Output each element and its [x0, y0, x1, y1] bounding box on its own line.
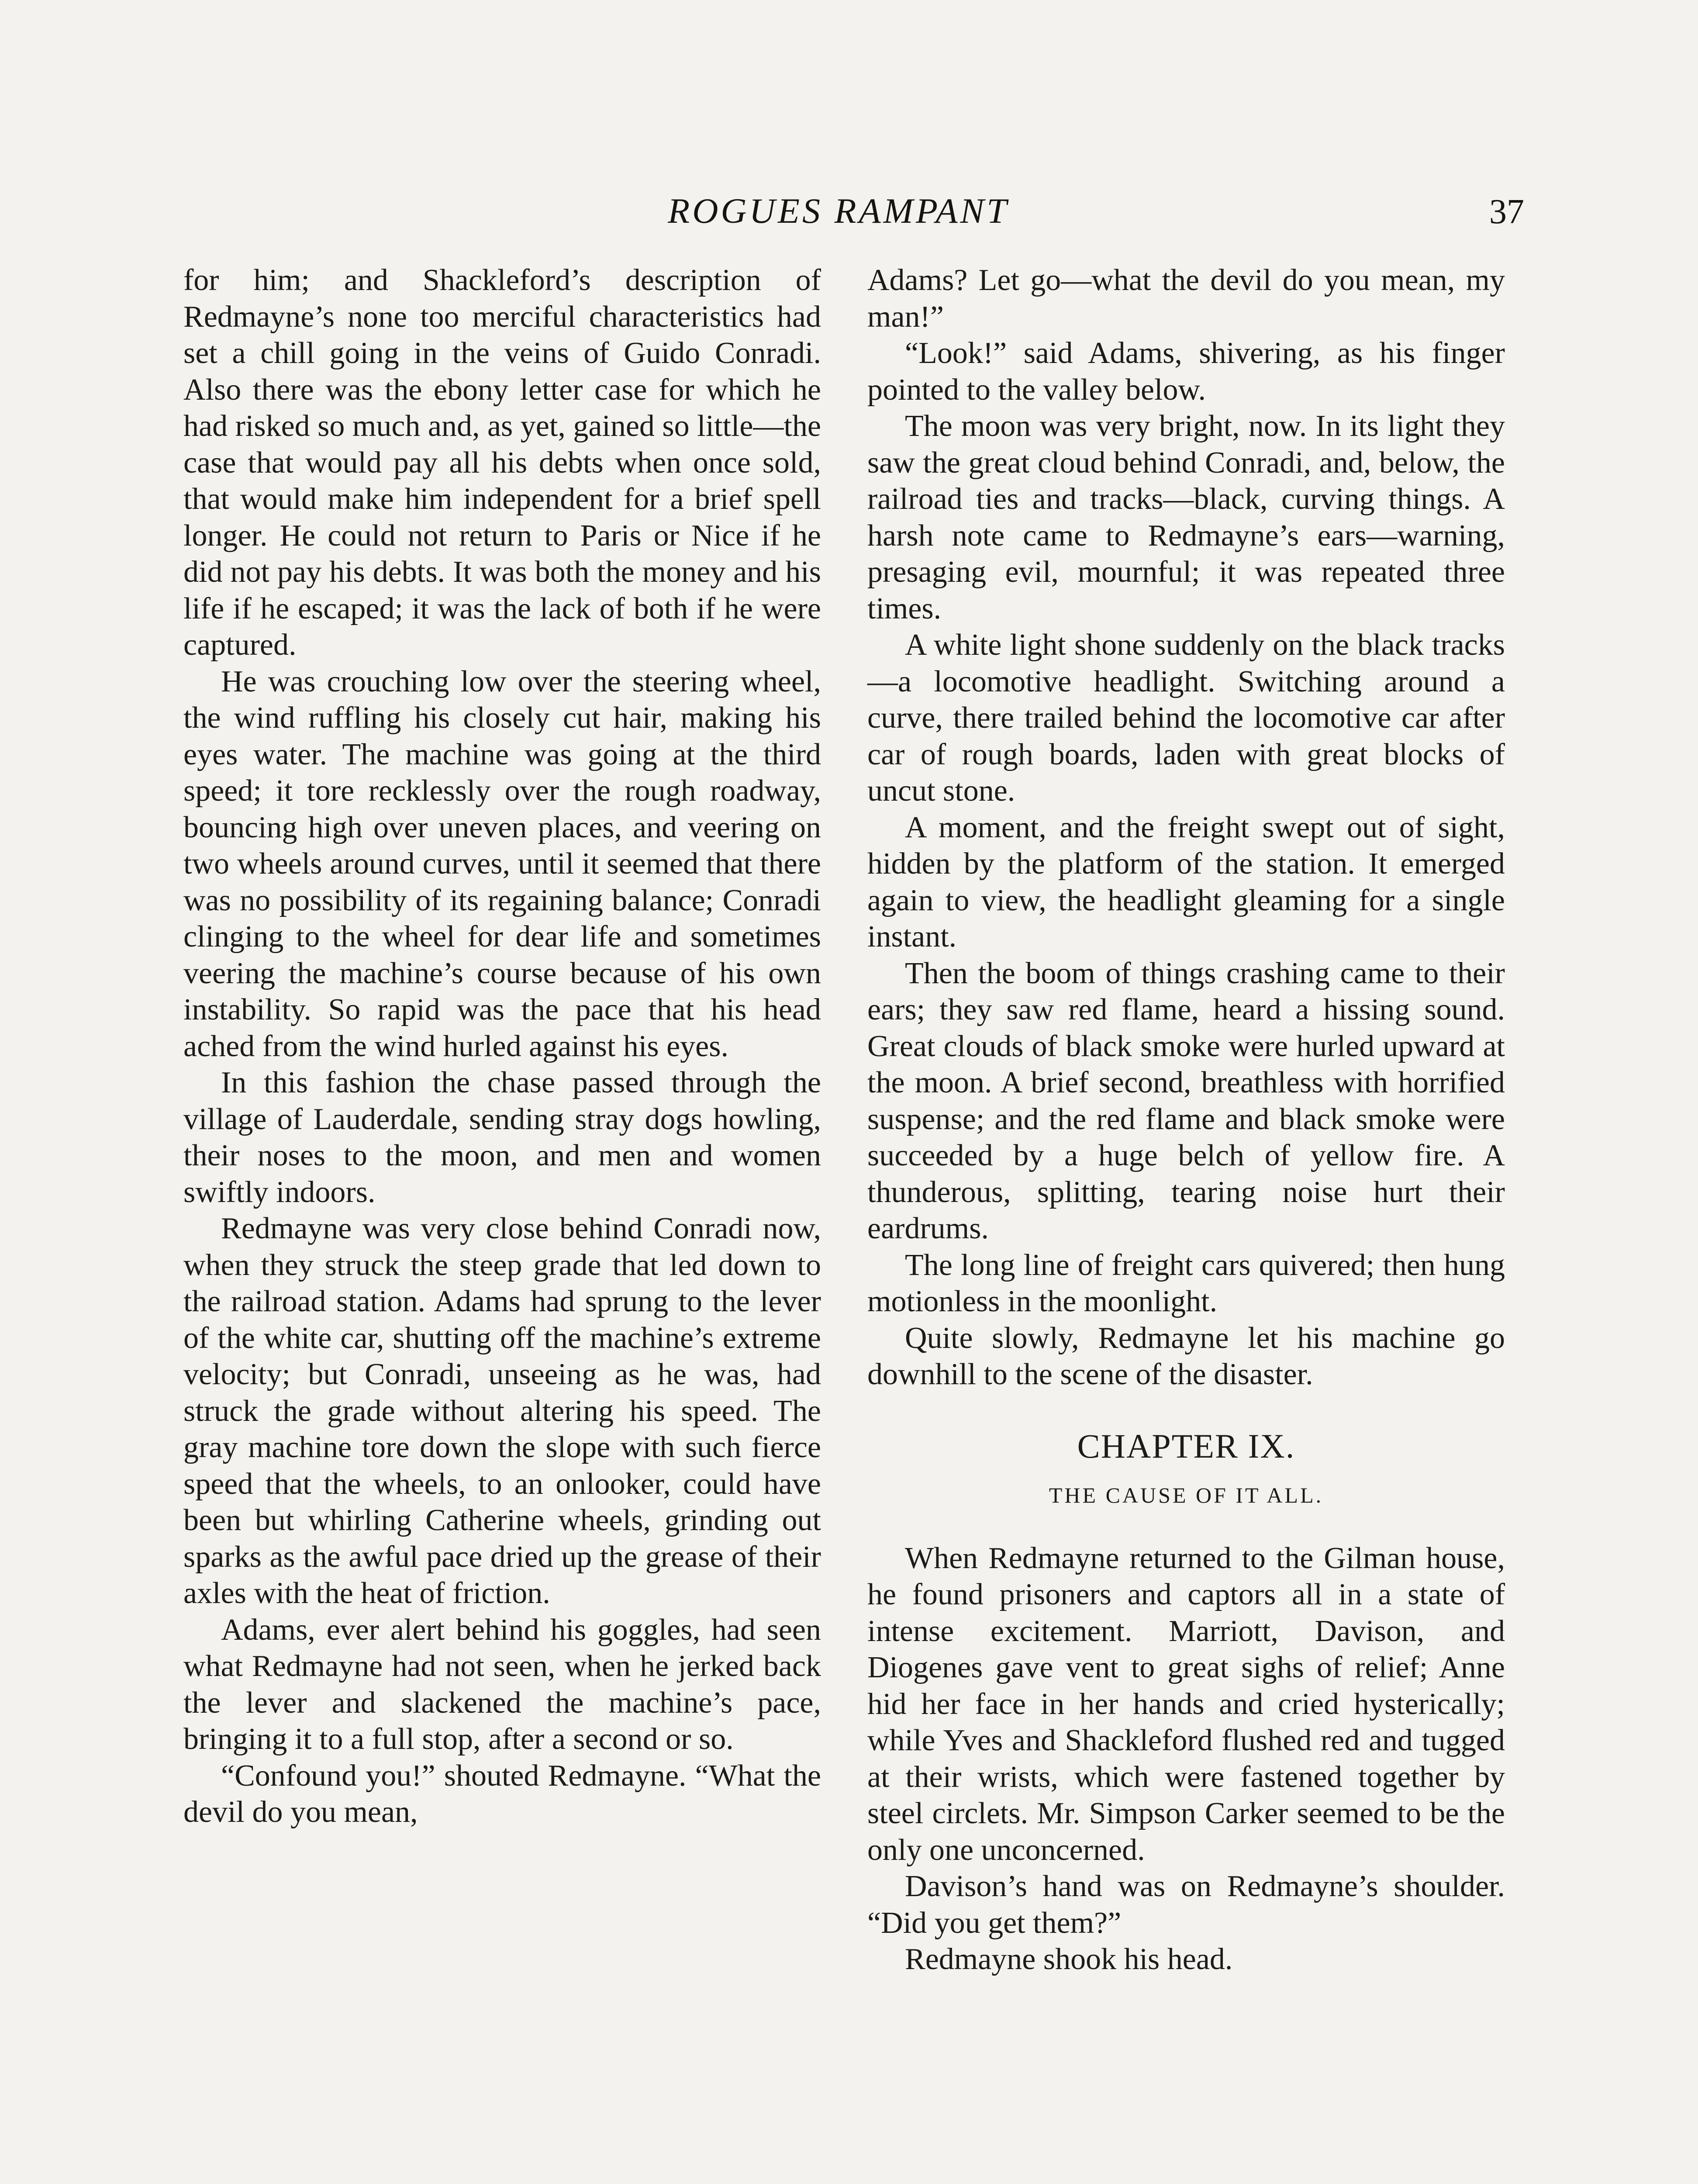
right-text-column — [867, 262, 1505, 1978]
page-number: 37 — [1489, 193, 1524, 231]
paragraph: Adams, ever alert behind his goggles, had seen what Redmayne had not seen, when he jerked back the lever and slackened the machine’s pace, bringing it to a full stop, after a second or so. — [183, 1613, 821, 1756]
paragraph: Then the boom of things crashing came to their ears; they saw red flame, heard a hissing sound. Great clouds of black smoke were hurled upward at the moon. A brief second, breathless with horrified suspense; and the red flame and black smoke were succeeded by a huge belch of yellow fire. A thunderous, splitting, tearing noise hurt their eardrums. — [867, 956, 1505, 1245]
paragraph: Quite slowly, Redmayne let his machine go downhill to the scene of the disaster. — [867, 1321, 1505, 1391]
paragraph: Redmayne shook his head. — [905, 1942, 1233, 1976]
chapter-title: CHAPTER IX. — [1077, 1427, 1295, 1465]
running-title: ROGUES RAMPANT — [668, 191, 1009, 231]
paragraph: “Look!” said Adams, shivering, as his finger pointed to the valley below. — [867, 336, 1505, 407]
paragraph: Adams? Let go—what the devil do you mean, my man!” — [867, 263, 1505, 334]
paragraph: When Redmayne returned to the Gilman house, he found prisoners and captors all in a state of intense excitement. Marriott, Davison, and Diogenes gave vent to great sighs of relief; Anne hid her face in her hands and cried hysterically; while Yves and Shackleford flushed red and tugged at their wrists, which were fastened together by steel circlets. Mr. Simpson Carker seemed to be the only one unconcerned. — [867, 1541, 1505, 1867]
paragraph: A white light shone suddenly on the black tracks—a locomotive headlight. Switching around a curve, there trailed behind the locomotive car after car of rough boards, laden with great blocks of uncut stone. — [867, 628, 1505, 808]
chapter-subtitle: THE CAUSE OF IT ALL. — [1049, 1483, 1324, 1507]
paragraph: In this fashion the chase passed through the village of Lauderdale, sending stray dogs howling, their noses to the moon, and men and women swiftly indoors. — [183, 1066, 821, 1209]
paragraph: “Confound you!” shouted Redmayne. “What the devil do you mean, — [183, 1759, 821, 1829]
paragraph: He was crouching low over the steering wheel, the wind ruffling his closely cut hair, making his eyes water. The machine was going at the third speed; it tore recklessly over the rough roadway, bouncing high over uneven places, and veering on two wheels around curves, until it seemed that there was no possibility of its regaining balance; Conradi clinging to the wheel for dear life and sometimes veering the machine’s course because of his own instability. So rapid was the pace that his head ached from the wind hurled against his eyes. — [183, 664, 821, 1063]
left-text-column — [183, 262, 821, 1831]
paragraph: The moon was very bright, now. In its light they saw the great cloud behind Conradi, and, below, the railroad ties and tracks—black, curving things. A harsh note came to Redmayne’s ears—warning, presaging evil, mournful; it was repeated three times. — [867, 409, 1505, 625]
paragraph: Redmayne was very close behind Conradi now, when they struck the steep grade that led down to the railroad station. Adams had sprung to the lever of the white car, shutting off the machine’s extreme velocity; but Conradi, unseeing as he was, had struck the grade without altering his speed. The gray machine tore down the slope with such fierce speed that the wheels, to an onlooker, could have been but whirling Catherine wheels, grinding out sparks as the awful pace dried up the grease of their axles with the heat of friction. — [183, 1212, 821, 1610]
paragraph: The long line of freight cars quivered; then hung motionless in the moonlight. — [867, 1248, 1505, 1318]
paragraph: A moment, and the freight swept out of sight, hidden by the platform of the station. It emerged again to view, the headlight gleaming for a single instant. — [867, 810, 1505, 954]
paragraph: Davison’s hand was on Redmayne’s shoulder. “Did you get them?” — [867, 1870, 1505, 1940]
paragraph: for him; and Shackleford’s description of Redmayne’s none too merciful characteristics had set a chill going in the veins of Guido Conradi. Also there was the ebony letter case for which he had risked so much and, as yet, gained so little—the case that would pay all his debts when once sold, that would make him independent for a brief spell longer. He could not return to Paris or Nice if he did not pay his debts. It was both the money and his life if he escaped; it was the lack of both if he were captured. — [183, 263, 821, 662]
